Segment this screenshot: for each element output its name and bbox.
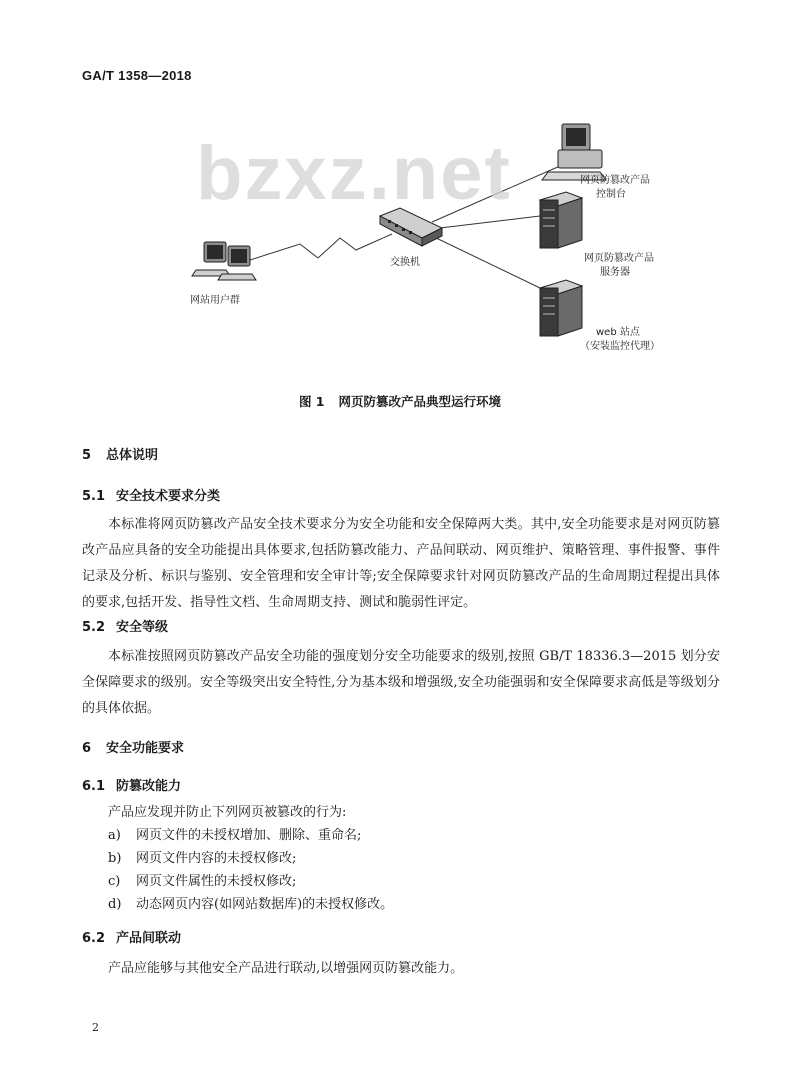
section-6-heading: [82, 737, 184, 756]
link-server: [440, 216, 540, 228]
list-item-label: a): [108, 828, 121, 843]
list-item-label: b): [108, 851, 122, 866]
section-6-1-intro: 产品应发现并防止下列网页被篡改的行为:: [108, 805, 347, 820]
list-item-text: 网页文件内容的未授权修改;: [136, 851, 297, 866]
console-label-line-2: 控制台: [596, 189, 626, 200]
section-6-2-title: 产品间联动: [116, 931, 182, 946]
list-item-text: 网页文件的未授权增加、删除、重命名;: [136, 828, 362, 843]
section-6-1-heading: [82, 775, 181, 794]
section-5-1-text: 本标准将网页防篡改产品安全技术要求分为安全功能和安全保障两大类。其中,安全功能要求是对网页防篡改产品应具备的安全功能提出具体要求,包括防篡改能力、产品间联动、网页维护、策略管理、事件报警、事件记录及分析、标识与鉴别、安全管理和安全审计等;安全保障要求针对网页防篡改产品的生命周期过程提出具体的要求,包括开发、指导性文档、生命周期支持、测试和脆弱性评定。: [82, 517, 720, 610]
list-item-label: c): [108, 874, 121, 889]
console-label-line-1: 网页防篡改产品: [580, 175, 650, 186]
section-5-1-number: 5.1: [82, 489, 106, 504]
section-6-number: 6: [82, 741, 92, 756]
switch-label: 交换机: [390, 257, 420, 268]
list-item-text: 动态网页内容(如网站数据库)的未授权修改。: [136, 897, 394, 912]
section-5-title: 总体说明: [106, 448, 159, 463]
standard-code: GA/T 1358—2018: [82, 68, 192, 83]
section-6-1-number: 6.1: [82, 779, 106, 794]
figure-caption: [0, 392, 800, 410]
page-number: 2: [92, 1021, 99, 1034]
section-5-2-title: 安全等级: [116, 620, 169, 635]
console-label: [580, 174, 650, 202]
list-item: [108, 895, 393, 915]
server-label-line-2: 服务器: [600, 267, 630, 278]
section-5-1-heading: [82, 485, 220, 504]
section-6-title: 安全功能要求: [106, 741, 185, 756]
web-site-label: [580, 326, 660, 354]
list-item-text: 网页文件属性的未授权修改;: [136, 874, 297, 889]
web-site-label-line-2: （安装监控代理）: [580, 341, 660, 352]
user-computers-icon: [192, 242, 256, 280]
figure-number: 图 1: [298, 394, 325, 409]
section-5-heading: [82, 444, 158, 463]
users-label: 网站用户群: [190, 295, 240, 306]
wireless-link: [250, 234, 392, 260]
link-web-site: [432, 236, 540, 288]
list-item: [108, 826, 361, 846]
management-server-icon: [540, 192, 582, 248]
server-label: [584, 252, 654, 280]
list-item-label: d): [108, 897, 122, 912]
section-5-2-heading: [82, 616, 168, 635]
list-item: [108, 872, 296, 892]
section-6-2-number: 6.2: [82, 931, 106, 946]
section-5-number: 5: [82, 448, 92, 463]
section-5-2-number: 5.2: [82, 620, 106, 635]
web-site-label-line-1: web 站点: [596, 327, 640, 338]
figure-title: 网页防篡改产品典型运行环境: [338, 394, 502, 409]
server-label-line-1: 网页防篡改产品: [584, 253, 654, 264]
watermark: bzxz.net: [196, 131, 512, 216]
web-server-icon: [540, 280, 582, 336]
section-5-2-text: 本标准按照网页防篡改产品安全功能的强度划分安全功能要求的级别,按照 GB/T 18336.3—2015 划分安全保障要求的级别。安全等级突出安全特性,分为基本级和增强级,安全功能强弱和安全保障要求高低是等级划分的具体依据。: [82, 649, 720, 716]
section-6-2-text: 产品应能够与其他安全产品进行联动,以增强网页防篡改能力。: [108, 961, 464, 976]
section-5-1-title: 安全技术要求分类: [116, 489, 221, 504]
section-6-1-title: 防篡改能力: [116, 779, 182, 794]
section-6-2-heading: [82, 927, 181, 946]
console-computer-icon: [542, 124, 606, 180]
list-item: [108, 849, 296, 869]
